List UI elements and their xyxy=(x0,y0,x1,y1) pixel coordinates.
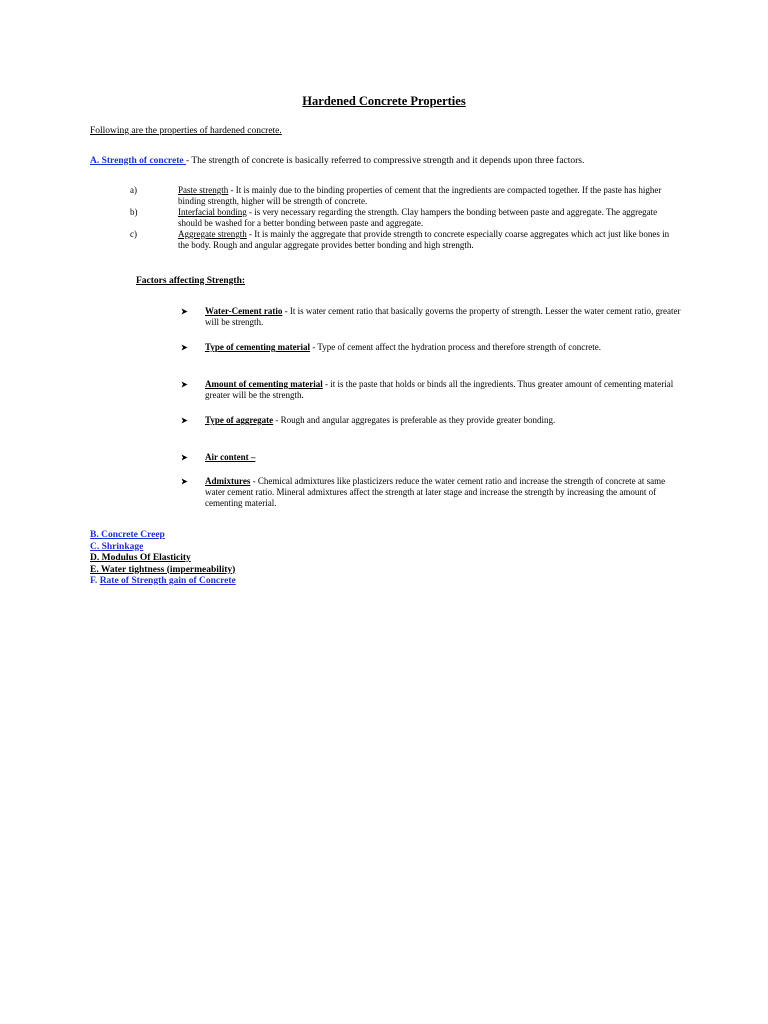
factor-term: Water-Cement ratio xyxy=(205,306,283,316)
list-term: Interfacial bonding xyxy=(178,207,247,217)
arrowhead-bullet-icon xyxy=(181,476,205,509)
section-links xyxy=(90,530,236,588)
list-text: - is very necessary regarding the strength. Clay hampers the bonding between paste and aggregate. The aggregate should be washed for a better bonding between paste and aggregate. xyxy=(178,207,658,228)
factor-item-type-of-cementing-material xyxy=(181,342,681,353)
factor-text: - Chemical admixtures like plasticizers reduce the water cement ratio and increase the strength of concrete at same water cement ratio. Mineral admixtures affect the strength at later stage and increase the strength by increasing the amount of cementing material. xyxy=(205,476,666,508)
list-text: - It is mainly due to the binding properties of cement that the ingredients are compacted together. If the paste has higher binding strength, higher will be strength of concrete. xyxy=(178,185,662,206)
concrete-creep-link[interactable]: B. Concrete Creep xyxy=(90,530,165,540)
factor-item-admixtures xyxy=(181,476,681,509)
arrowhead-bullet-icon xyxy=(181,342,205,353)
factor-item-water-cement-ratio xyxy=(181,306,681,328)
section-a-paragraph xyxy=(90,156,690,166)
section-a-text: - The strength of concrete is basically referred to compressive strength and it depends upon three factors. xyxy=(185,156,585,166)
factor-term: Air content – xyxy=(205,452,256,462)
shrinkage-link[interactable]: C. Shrinkage xyxy=(90,541,144,552)
factor-text: - it is the paste that holds or binds all the ingredients. Thus greater amount of cementing material greater will be the strength. xyxy=(205,379,674,400)
factor-term: Admixtures xyxy=(205,476,251,486)
arrowhead-bullet-icon xyxy=(181,379,205,401)
rate-of-strength-prefix: F. xyxy=(90,576,100,586)
rate-of-strength-gain-link[interactable]: Rate of Strength gain of Concrete xyxy=(99,576,236,586)
factor-item-amount-of-cementing-material xyxy=(181,379,681,401)
list-term: Paste strength xyxy=(178,185,229,195)
arrowhead-bullet-icon xyxy=(181,452,205,463)
list-marker: c) xyxy=(130,229,137,239)
factor-text: - Type of cement affect the hydration process and therefore strength of concrete. xyxy=(310,342,601,352)
list-marker: a) xyxy=(130,185,137,195)
modulus-of-elasticity-link[interactable]: D. Modulus Of Elasticity xyxy=(90,553,191,563)
factor-item-type-of-aggregate xyxy=(181,415,681,426)
list-marker: b) xyxy=(130,207,138,217)
arrowhead-bullet-icon xyxy=(181,415,205,426)
arrowhead-bullet-icon xyxy=(181,306,205,328)
factor-term: Amount of cementing material xyxy=(205,379,323,389)
list-text: - It is mainly the aggregate that provide strength to concrete especially coarse aggregates which act just like bones in the body. Rough and angular aggregate provides better bonding and high strength. xyxy=(178,229,670,250)
list-item xyxy=(130,229,680,251)
strength-of-concrete-link[interactable]: A. Strength of concrete xyxy=(90,156,186,166)
factors-heading: Factors affecting Strength: xyxy=(136,276,246,286)
list-item xyxy=(130,185,680,207)
factor-text: - It is water cement ratio that basically governs the property of strength. Lesser the water cement ratio, greater will be strength. xyxy=(205,306,681,327)
factor-term: Type of aggregate xyxy=(205,415,274,425)
list-term: Aggregate strength xyxy=(178,229,247,239)
list-item xyxy=(130,207,680,229)
water-tightness-link[interactable]: E. Water tightness (impermeability) xyxy=(90,564,236,575)
factor-item-air-content xyxy=(181,452,681,463)
page-title: Hardened Concrete Properties xyxy=(302,94,466,108)
factor-text: - Rough and angular aggregates is preferable as they provide greater bonding. xyxy=(273,415,556,425)
factor-term: Type of cementing material xyxy=(205,342,311,352)
intro-text: Following are the properties of hardened concrete. xyxy=(90,126,282,136)
strength-factors-list xyxy=(130,185,680,251)
